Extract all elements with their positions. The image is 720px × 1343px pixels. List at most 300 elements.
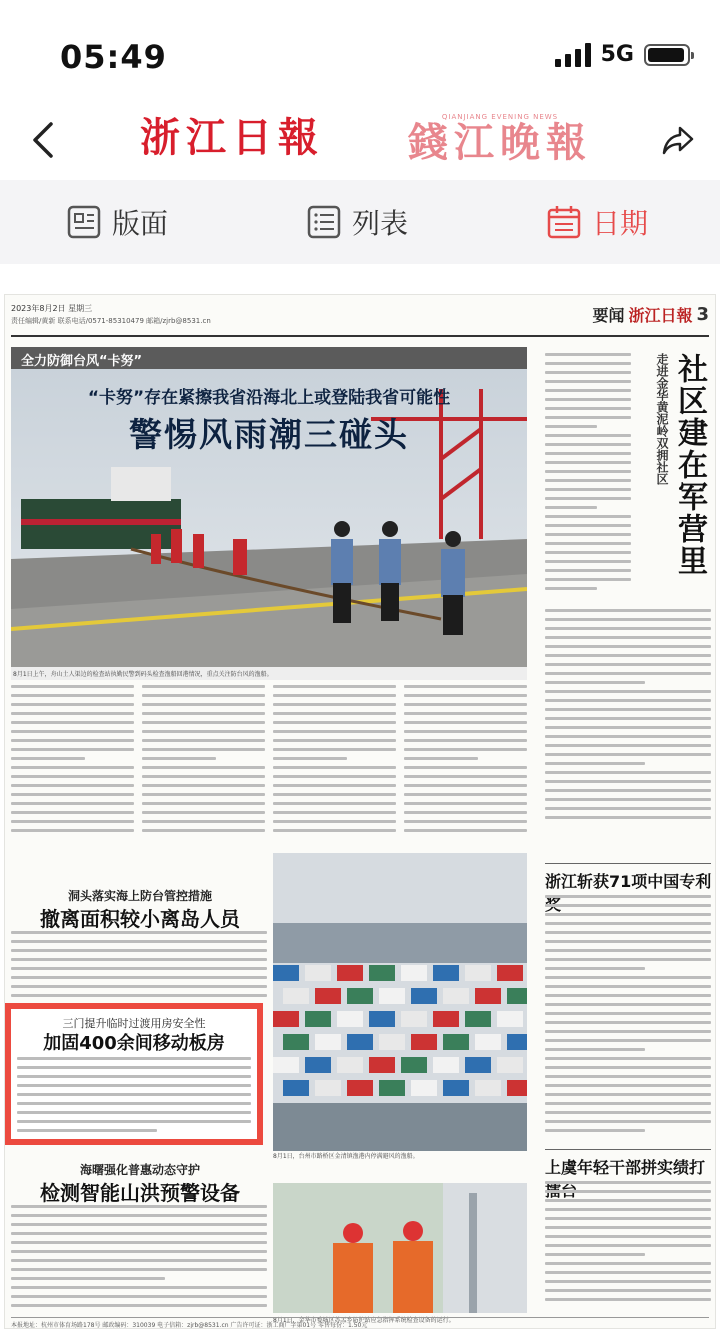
text-line: [545, 735, 711, 738]
boat: [305, 1057, 331, 1073]
text-line: [142, 820, 265, 823]
boat: [433, 1057, 459, 1073]
text-line: [545, 1235, 711, 1238]
text-line: [11, 811, 134, 814]
text-line: [11, 685, 134, 688]
text-line: [545, 636, 711, 639]
text-line: [11, 1277, 165, 1280]
boat: [273, 965, 299, 981]
text-line: [404, 739, 527, 742]
text-line: [545, 1021, 711, 1024]
list-icon: [306, 204, 342, 240]
boat: [369, 1057, 395, 1073]
text-line: [545, 407, 631, 410]
boat: [507, 988, 527, 1004]
text-line: [11, 694, 134, 697]
text-line: [545, 904, 711, 907]
text-line: [11, 949, 267, 952]
text-line: [11, 1268, 267, 1271]
status-time: 05:49: [60, 38, 167, 76]
side-feature-body[interactable]: [545, 353, 631, 603]
text-line: [545, 994, 711, 997]
text-line: [273, 703, 396, 706]
list-view-button[interactable]: [306, 200, 408, 244]
page-number: 3: [696, 304, 709, 325]
boat: [465, 965, 491, 981]
boat: [465, 1057, 491, 1073]
text-line: [17, 1129, 157, 1132]
text-line: [11, 730, 134, 733]
text-line: [404, 766, 527, 769]
text-line: [545, 717, 711, 720]
side-feature-kicker: 走进金华黄泥岭双拥社区: [655, 353, 669, 485]
boat: [475, 1080, 501, 1096]
boat: [411, 988, 437, 1004]
text-line: [545, 618, 711, 621]
patents-article-body[interactable]: [545, 895, 711, 1145]
haishu-kicker: 海曙强化普惠动态守护: [79, 1163, 200, 1177]
text-line: [404, 829, 527, 832]
text-line: [11, 829, 134, 832]
text-line: [545, 1066, 711, 1069]
layout-icon: [66, 204, 102, 240]
boat: [465, 1011, 491, 1027]
text-line: [545, 985, 711, 988]
text-line: [11, 1304, 267, 1307]
harbor-photo[interactable]: [273, 853, 527, 1151]
text-line: [545, 976, 711, 979]
text-line: [545, 744, 711, 747]
boat: [315, 1034, 341, 1050]
top-story-bar-label: 全力防御台风“卡努”: [21, 354, 143, 369]
boat: [433, 1011, 459, 1027]
text-line: [545, 434, 631, 437]
text-line: [545, 461, 631, 464]
battery-icon: [644, 44, 690, 66]
text-line: [404, 748, 527, 751]
text-line: [17, 1066, 251, 1069]
text-line: [545, 1289, 711, 1292]
text-line: [273, 775, 396, 778]
boat: [475, 988, 501, 1004]
share-icon: [660, 122, 696, 158]
text-line: [11, 820, 134, 823]
text-line: [545, 753, 711, 756]
text-line: [545, 371, 631, 374]
text-line: [11, 712, 134, 715]
page-masthead: [592, 303, 709, 326]
text-line: [545, 798, 711, 801]
text-line: [273, 748, 396, 751]
text-line: [11, 757, 85, 760]
text-line: [17, 1111, 251, 1114]
text-line: [545, 515, 631, 518]
right-headline-rule-2: [545, 1149, 711, 1150]
side-feature-headline: 社区建在军营里: [672, 353, 707, 577]
share-button[interactable]: [654, 116, 702, 164]
text-line: [545, 488, 631, 491]
text-line: [545, 452, 631, 455]
masthead-rule: [11, 335, 709, 337]
text-line: [545, 1003, 711, 1006]
text-line: [545, 425, 597, 428]
text-line: [11, 766, 134, 769]
text-line: [545, 542, 631, 545]
text-line: [545, 780, 711, 783]
text-line: [545, 1181, 711, 1184]
text-line: [545, 1280, 711, 1283]
text-line: [11, 967, 267, 970]
text-line: [273, 685, 396, 688]
text-line: [545, 708, 711, 711]
text-line: [545, 1217, 711, 1220]
text-line: [273, 793, 396, 796]
status-bar: [0, 0, 720, 100]
text-line: [404, 730, 527, 733]
text-line: [142, 766, 265, 769]
text-line: [545, 690, 711, 693]
text-line: [545, 380, 631, 383]
text-line: [404, 712, 527, 715]
text-line: [545, 681, 645, 684]
boat: [401, 1057, 427, 1073]
text-line: [273, 757, 347, 760]
boat: [305, 1011, 331, 1027]
text-line: [404, 775, 527, 778]
text-line: [142, 829, 265, 832]
layout-view-label: 版面: [112, 207, 169, 240]
lead-kicker: “卡努”存在紧擦我省沿海北上或登陆我省可能性: [87, 388, 451, 408]
text-line: [545, 1129, 645, 1132]
text-line: [545, 789, 711, 792]
calendar-icon: [546, 204, 582, 240]
text-line: [545, 1102, 711, 1105]
boat: [347, 1080, 373, 1096]
text-line: [273, 730, 396, 733]
text-line: [11, 1223, 267, 1226]
lead-photo-caption: 8月1日上午，舟山土人渠边的检查站执勤民警到码头检查渔船回港情况，重点关注防台风的渔船。: [11, 667, 527, 680]
text-line: [11, 1241, 267, 1244]
tab-qianjiang-evening[interactable]: [408, 108, 592, 168]
text-line: [545, 1262, 711, 1265]
text-line: [142, 730, 265, 733]
text-line: [142, 793, 265, 796]
text-line: [545, 1057, 711, 1060]
text-line: [404, 784, 527, 787]
harbor-photo-caption: 8月1日，台州市路桥区金清镇渔港内停满避风的渔船。: [273, 1153, 419, 1160]
text-line: [545, 771, 711, 774]
harbor-photo-image: [273, 853, 527, 1151]
text-line: [545, 479, 631, 482]
boat: [507, 1080, 527, 1096]
text-line: [545, 1048, 645, 1051]
text-line: [545, 1075, 711, 1078]
lead-article-photo[interactable]: [11, 369, 527, 667]
text-line: [273, 712, 396, 715]
status-indicators: [555, 42, 690, 67]
text-line: [545, 533, 631, 536]
layout-view-button[interactable]: [66, 200, 168, 244]
boat: [347, 1034, 373, 1050]
text-line: [545, 587, 597, 590]
boat: [379, 1080, 405, 1096]
right-headline-shangyu[interactable]: 上虞年轻干部拼实绩打: [545, 1158, 706, 1177]
text-line: [545, 627, 711, 630]
text-line: [545, 443, 631, 446]
text-line: [17, 1057, 251, 1060]
text-line: [545, 1199, 711, 1202]
top-story-bar[interactable]: [11, 347, 527, 369]
text-line: [273, 721, 396, 724]
shangyu-article-body[interactable]: [545, 1181, 711, 1311]
right-headline-rule: [545, 863, 711, 864]
boat: [497, 1057, 523, 1073]
side-feature-title[interactable]: [635, 353, 711, 593]
text-line: [545, 1244, 711, 1247]
boat: [497, 965, 523, 981]
text-line: [142, 775, 265, 778]
boat: [283, 988, 309, 1004]
text-line: [11, 931, 267, 934]
text-line: [545, 362, 631, 365]
text-line: [142, 757, 216, 760]
text-line: [142, 685, 265, 688]
text-line: [545, 1208, 711, 1211]
text-line: [545, 1084, 711, 1087]
highlighted-article-title: 加固400余间移动板房: [43, 1033, 225, 1054]
text-line: [545, 672, 711, 675]
text-line: [11, 1214, 267, 1217]
text-line: [545, 1298, 711, 1301]
text-line: [11, 703, 134, 706]
text-line: [545, 497, 631, 500]
text-line: [404, 793, 527, 796]
boat: [347, 988, 373, 1004]
text-line: [142, 784, 265, 787]
text-line: [545, 1190, 711, 1193]
app-header: [0, 100, 720, 180]
boat: [369, 965, 395, 981]
text-line: [142, 811, 265, 814]
text-line: [545, 560, 631, 563]
page-date: 2023年8月2日 星期三: [11, 304, 93, 313]
page-footer: 本报地址：杭州市体育场路178号 邮政编码：310039 电子信箱：zjrb@8531.cn 广告许可证：浙工商广字第01号 零售每份：1.50元: [11, 1317, 709, 1329]
text-line: [404, 757, 478, 760]
text-line: [273, 811, 396, 814]
text-line: [404, 820, 527, 823]
boat: [443, 988, 469, 1004]
text-line: [273, 694, 396, 697]
text-line: [545, 1111, 711, 1114]
date-picker-button[interactable]: [546, 200, 648, 244]
text-line: [545, 895, 711, 898]
text-line: [545, 524, 631, 527]
text-line: [11, 985, 267, 988]
text-line: [545, 578, 631, 581]
text-line: [142, 721, 265, 724]
highlighted-article-body: [17, 1057, 251, 1137]
boat: [273, 1011, 299, 1027]
boat: [379, 1034, 405, 1050]
dongtou-kicker: 洞头落实海上防台管控措施: [67, 889, 212, 903]
text-line: [11, 958, 267, 961]
text-line: [545, 940, 711, 943]
text-line: [11, 793, 134, 796]
boat: [411, 1034, 437, 1050]
haishu-article-body[interactable]: [11, 1205, 267, 1313]
boat: [497, 1011, 523, 1027]
text-line: [545, 931, 711, 934]
boat: [337, 1057, 363, 1073]
text-line: [545, 1012, 711, 1015]
newspaper-viewer[interactable]: [0, 264, 720, 1343]
network-label: 5G: [600, 42, 634, 67]
highlighted-article[interactable]: [5, 1003, 263, 1145]
text-line: [545, 1093, 711, 1096]
text-line: [545, 816, 711, 819]
boat: [401, 965, 427, 981]
text-line: [545, 663, 711, 666]
text-line: [404, 685, 527, 688]
text-line: [11, 1295, 267, 1298]
text-line: [545, 967, 645, 970]
boat: [315, 1080, 341, 1096]
highlighted-article-kicker: 三门提升临时过渡用房安全性: [62, 1017, 206, 1030]
text-line: [142, 802, 265, 805]
text-line: [142, 748, 265, 751]
boat: [337, 965, 363, 981]
text-line: [273, 829, 396, 832]
boat: [433, 965, 459, 981]
side-feature-body-cont[interactable]: [545, 609, 711, 829]
text-line: [545, 353, 631, 356]
newspaper-page[interactable]: [4, 294, 716, 1329]
boat: [305, 965, 331, 981]
text-line: [545, 470, 631, 473]
text-line: [11, 784, 134, 787]
workers-photo-caption: 8月1日，金华市婺城区苏孟乡防护站应急指挥系统检查设备的运行。: [273, 1317, 455, 1324]
text-line: [273, 820, 396, 823]
page-section: 要闻: [592, 306, 625, 325]
text-line: [545, 1120, 711, 1123]
text-line: [545, 1271, 711, 1274]
text-line: [545, 389, 631, 392]
dongtou-headline[interactable]: 撤离面积较小离岛人员: [40, 907, 240, 931]
text-line: [545, 913, 711, 916]
text-line: [11, 775, 134, 778]
back-button[interactable]: [18, 116, 66, 164]
chevron-left-icon: [27, 120, 57, 160]
text-line: [545, 1030, 711, 1033]
signal-icon: [555, 43, 591, 67]
boat: [411, 1080, 437, 1096]
text-line: [545, 958, 711, 961]
text-line: [273, 739, 396, 742]
dongtou-article-body[interactable]: [11, 931, 267, 999]
text-line: [273, 802, 396, 805]
boat: [443, 1034, 469, 1050]
text-line: [545, 1039, 711, 1042]
text-line: [11, 976, 267, 979]
text-line: [404, 811, 527, 814]
text-line: [273, 766, 396, 769]
boat: [315, 988, 341, 1004]
boat: [379, 988, 405, 1004]
qianjiang-subtitle: QIANJIANG EVENING NEWS: [441, 113, 559, 121]
text-line: [142, 739, 265, 742]
text-line: [545, 726, 711, 729]
right-headline-patents[interactable]: 浙江斩获71项中国专利: [545, 872, 712, 891]
text-line: [11, 1250, 267, 1253]
boat: [369, 1011, 395, 1027]
text-line: [17, 1120, 251, 1123]
text-line: [17, 1093, 251, 1096]
text-line: [142, 703, 265, 706]
text-line: [545, 699, 711, 702]
haishu-headline[interactable]: 检测智能山洪预警设备: [40, 1181, 240, 1205]
text-line: [545, 1226, 711, 1229]
boat: [401, 1011, 427, 1027]
text-line: [17, 1075, 251, 1078]
workers-photo[interactable]: [273, 1183, 527, 1313]
boat: [283, 1034, 309, 1050]
text-line: [545, 645, 711, 648]
workers-photo-image: [273, 1183, 527, 1313]
tab-zhejiang-daily[interactable]: [140, 108, 324, 168]
text-line: [142, 712, 265, 715]
text-line: [17, 1084, 251, 1087]
list-view-label: 列表: [352, 207, 409, 240]
lead-headline: 警惕风雨潮三碰头: [129, 415, 409, 454]
text-line: [545, 551, 631, 554]
date-picker-label: 日期: [592, 207, 649, 240]
qianjiang-evening-logo: 錢江晚報: [408, 119, 592, 166]
view-toolbar: [0, 180, 720, 264]
page-contact: 责任编辑/黄新 联系电话/0571-85310479 邮箱/zjrb@8531.cn: [11, 317, 211, 325]
boat: [475, 1034, 501, 1050]
boat: [273, 1057, 299, 1073]
text-line: [404, 802, 527, 805]
text-line: [17, 1102, 251, 1105]
text-line: [545, 949, 711, 952]
battery-fill: [648, 48, 684, 62]
text-line: [545, 506, 597, 509]
text-line: [11, 1205, 267, 1208]
boat: [337, 1011, 363, 1027]
text-line: [11, 739, 134, 742]
lead-article-body[interactable]: [11, 685, 527, 845]
text-line: [545, 398, 631, 401]
text-line: [11, 994, 267, 997]
page-paper-name: 浙江日報: [628, 306, 693, 325]
text-line: [545, 762, 645, 765]
text-line: [11, 940, 267, 943]
text-line: [545, 922, 711, 925]
text-line: [11, 1232, 267, 1235]
boat: [283, 1080, 309, 1096]
text-line: [11, 1259, 267, 1262]
zhejiang-daily-logo: 浙江日報: [140, 114, 324, 161]
text-line: [11, 721, 134, 724]
text-line: [404, 694, 527, 697]
text-line: [545, 416, 631, 419]
text-line: [545, 654, 711, 657]
boat: [507, 1034, 527, 1050]
text-line: [545, 569, 631, 572]
boat: [443, 1080, 469, 1096]
text-line: [545, 807, 711, 810]
text-line: [404, 721, 527, 724]
